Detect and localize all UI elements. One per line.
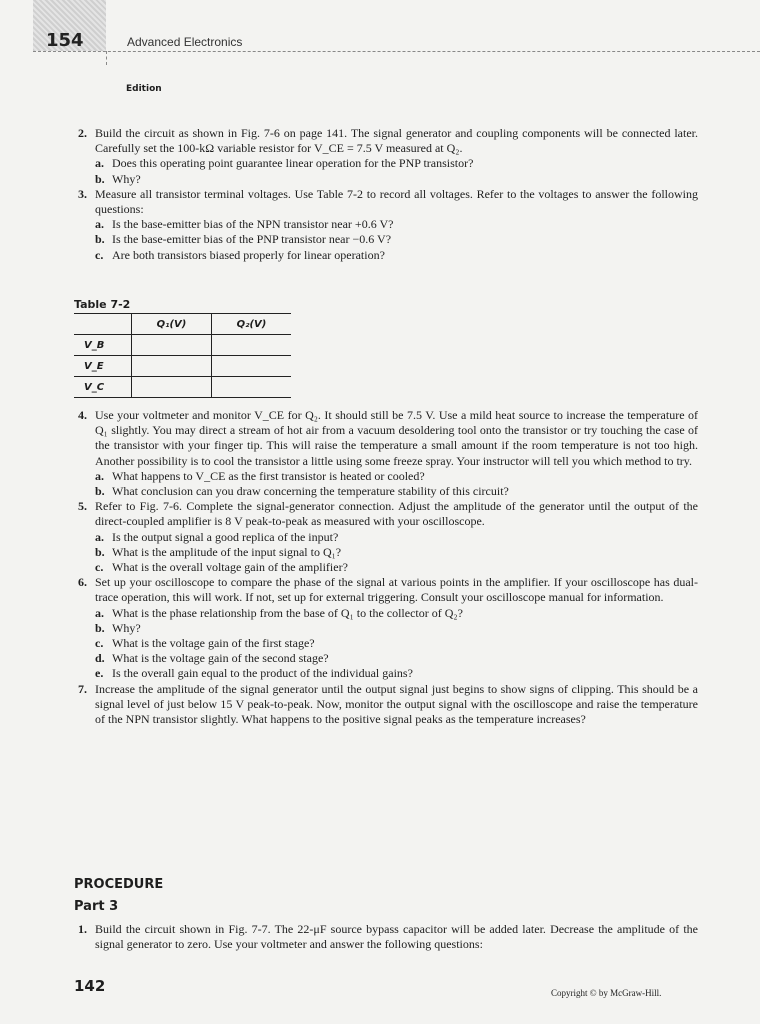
sub-question-text: Why?: [112, 171, 141, 186]
sub-question-letter: c.: [95, 560, 104, 575]
question-text: Set up your oscilloscope to compare the phase of the signal at various points in the amplifier. If your oscilloscope has dual-trace operation, this will work. If not, set up for external triggering. Consult your oscilloscope manual for information.: [95, 575, 698, 605]
table-row: [74, 335, 291, 356]
sub-question-text: What is the amplitude of the input signal to Q₁?: [112, 544, 342, 559]
sub-question-letter: a.: [95, 217, 104, 232]
table-cell: [212, 377, 292, 398]
sub-question-text: Is the output signal a good replica of the input?: [112, 529, 339, 544]
sub-question-letter: d.: [95, 651, 105, 666]
sub-question: [95, 469, 698, 484]
part-heading: Part 3: [74, 899, 119, 914]
sub-question: [95, 545, 698, 560]
table-header-row: [74, 314, 291, 335]
sub-question-text: What happens to V_CE as the first transistor is heated or cooled?: [112, 468, 425, 483]
sub-question-text: Are both transistors biased properly for linear operation?: [112, 247, 385, 262]
sub-question: [95, 156, 698, 171]
question-text: Use your voltmeter and monitor V_CE for Q₂. It should still be 7.5 V. Use a mild heat source to increase the temperature of Q₁ slightly. You may direct a stream of hot air from a vacuum desoldering tool onto the transistor or try touching the case of the transistor with your finger tip. This will raise the temperature a small amount if the room temperature is not too high. Another possibility is to cool the transistor a little using some freeze spray. Your instructor will tell you which method to try.: [95, 408, 698, 468]
sub-question-text: What is the voltage gain of the first stage?: [112, 636, 315, 651]
sub-question: [95, 484, 698, 499]
question-item: [78, 575, 698, 681]
question-text: Refer to Fig. 7-6. Complete the signal-generator connection. Adjust the amplitude of the generator until the output of the direct-coupled amplifier is 8 V peak-to-peak as measured with your oscilloscope.: [95, 499, 698, 529]
question-number: 5.: [78, 499, 87, 514]
sub-question-text: Is the base-emitter bias of the PNP transistor near −0.6 V?: [112, 232, 392, 247]
sub-question: [95, 651, 698, 666]
sub-question-text: Why?: [112, 620, 141, 635]
table-cell: [212, 356, 292, 377]
sub-question-text: What is the voltage gain of the second stage?: [112, 651, 329, 666]
table-row: [74, 356, 291, 377]
question-text: Measure all transistor terminal voltages. Use Table 7-2 to record all voltages. Refer to the voltages to answer the following questions:: [95, 186, 698, 217]
sub-question-letter: b.: [95, 620, 105, 635]
question-item: [78, 408, 698, 499]
table-cell: [132, 377, 212, 398]
question-item: [78, 187, 698, 263]
sub-question-text: What is the overall voltage gain of the amplifier?: [112, 560, 348, 575]
sub-question-letter: a.: [95, 605, 104, 620]
question-number: 3.: [78, 186, 87, 201]
edition-label: Edition: [126, 84, 162, 94]
sub-question: [95, 232, 698, 247]
table-cell: [132, 335, 212, 356]
table-title: Table 7-2: [74, 298, 131, 311]
sub-question-letter: a.: [95, 156, 104, 171]
header-vertical-divider: [106, 51, 107, 65]
procedure-heading: PROCEDURE: [74, 877, 164, 892]
table-row: [74, 377, 291, 398]
table-7-2: [74, 313, 291, 398]
table-header-cell: Q₂(V): [212, 314, 292, 335]
step-number: 1.: [78, 922, 87, 936]
sub-question: [95, 621, 698, 636]
sub-question: [95, 560, 698, 575]
sub-question-letter: b.: [95, 171, 105, 186]
sub-question-letter: a.: [95, 468, 104, 483]
sub-question: [95, 172, 698, 187]
row-label: V_E: [74, 356, 132, 377]
question-item: [78, 682, 698, 728]
question-text: Increase the amplitude of the signal generator until the output signal just begins to show signs of clipping. This should be a signal level of just below 15 V peak-to-peak. Now, monitor the output signal with the oscilloscope and raise the temperature of the NPN transistor slightly. What happens to the positive signal peaks as the temperature increases?: [95, 681, 698, 727]
question-number: 2.: [78, 126, 87, 140]
table-cell: [212, 335, 292, 356]
sub-question-letter: b.: [95, 232, 105, 247]
question-item: [78, 499, 698, 575]
sub-question-text: Is the overall gain equal to the product of the individual gains?: [112, 666, 413, 681]
part3-step-1: [78, 922, 698, 952]
sub-question: [95, 530, 698, 545]
sub-question-letter: e.: [95, 666, 104, 681]
sub-question: [95, 248, 698, 263]
header-book-title: Advanced Electronics: [127, 35, 243, 49]
row-label: V_B: [74, 335, 132, 356]
sub-question-text: What conclusion can you draw concerning the temperature stability of this circuit?: [112, 484, 509, 499]
footer-page-number: 142: [74, 977, 106, 995]
question-text: Build the circuit as shown in Fig. 7-6 on page 141. The signal generator and coupling components will be connected later. Carefully set the 100-kΩ variable resistor for V_CE = 7.5 V measured at Q₂.: [95, 126, 698, 156]
sub-question-text: Is the base-emitter bias of the NPN transistor near +0.6 V?: [112, 217, 394, 232]
table-cell: [132, 356, 212, 377]
table-header-cell: [74, 314, 132, 335]
sub-question-text: What is the phase relationship from the base of Q₁ to the collector of Q₂?: [112, 605, 463, 620]
questions-2-3: [78, 126, 698, 263]
sub-question-letter: c.: [95, 247, 104, 262]
header-divider: [33, 51, 760, 52]
copyright: Copyright © by McGraw-Hill.: [551, 988, 662, 998]
sub-question: [95, 666, 698, 681]
header-page-number: 154: [46, 30, 84, 51]
step-text: Build the circuit shown in Fig. 7-7. The 22-μF source bypass capacitor will be added later. Decrease the amplitude of the signal generator to zero. Use your voltmeter and answer the following questions:: [95, 922, 698, 952]
sub-question-letter: b.: [95, 544, 105, 559]
sub-question-letter: c.: [95, 636, 104, 651]
sub-question-letter: a.: [95, 529, 104, 544]
question-item: [78, 126, 698, 187]
sub-question: [95, 217, 698, 232]
question-number: 4.: [78, 408, 87, 422]
sub-question-letter: b.: [95, 484, 105, 499]
sub-question-text: Does this operating point guarantee linear operation for the PNP transistor?: [112, 156, 474, 171]
questions-4-7: [78, 408, 698, 727]
sub-question: [95, 636, 698, 651]
sub-question: [95, 606, 698, 621]
question-number: 7.: [78, 681, 87, 696]
question-number: 6.: [78, 575, 87, 590]
row-label: V_C: [74, 377, 132, 398]
table-header-cell: Q₁(V): [132, 314, 212, 335]
